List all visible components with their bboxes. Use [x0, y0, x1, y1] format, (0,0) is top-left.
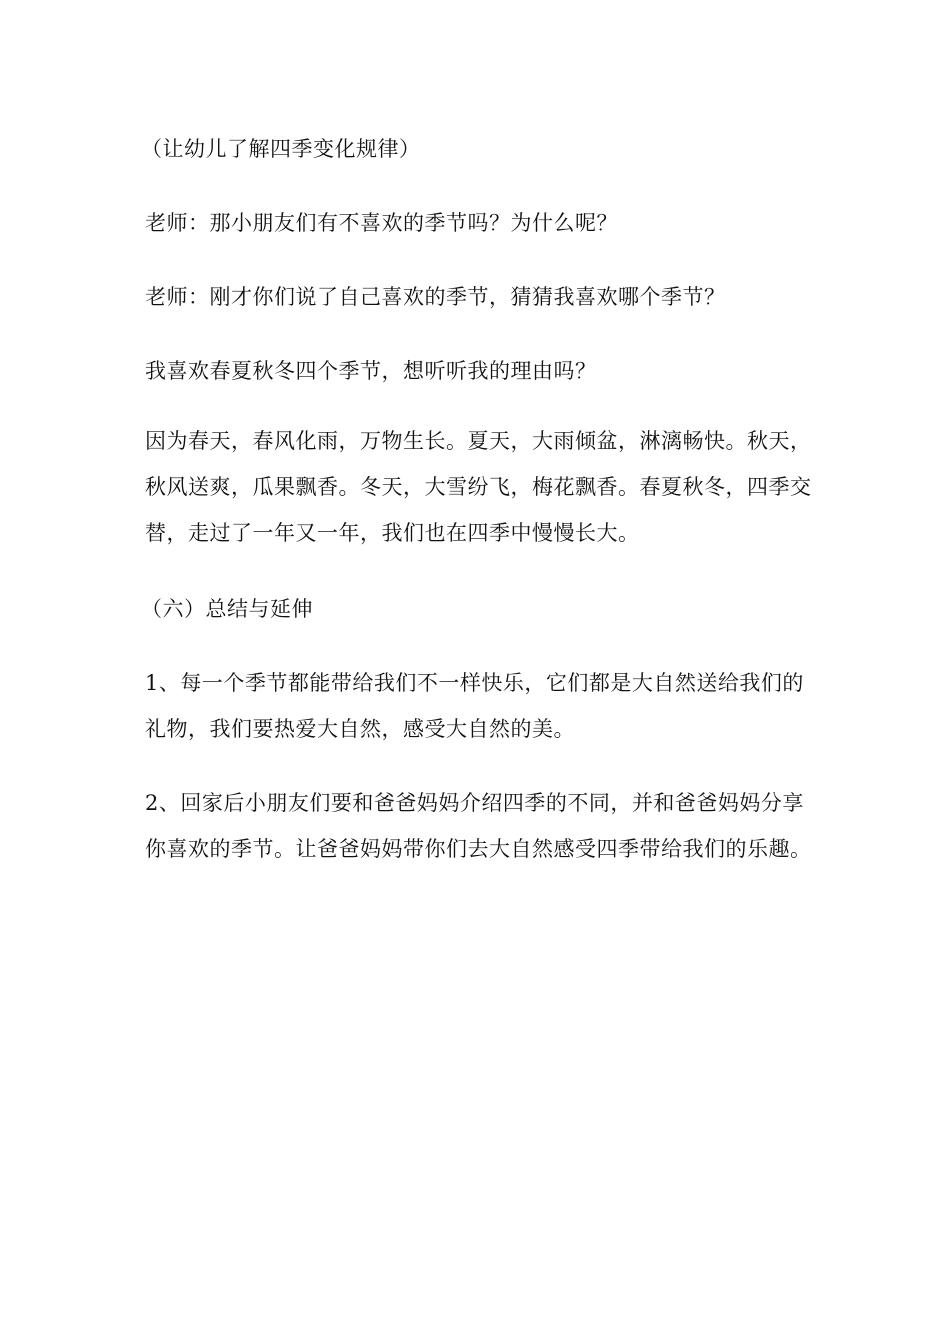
paragraph-like-all-seasons: 我喜欢春夏秋冬四个季节，想听听我的理由吗？	[145, 359, 597, 383]
paragraph-summary-point-2: 2、回家后小朋友们要和爸爸妈妈介绍四季的不同，并和爸爸妈妈分享你喜欢的季节。让爸爸妈妈带你们去大自然感受四季带给我们的乐趣。	[145, 791, 812, 861]
paragraph-teacher-question-disliked-season: 老师：那小朋友们有不喜欢的季节吗？为什么呢？	[145, 211, 618, 235]
paragraph-teacher-guess-season: 老师：刚才你们说了自己喜欢的季节，猜猜我喜欢哪个季节？	[145, 285, 726, 309]
paragraph-season-reasons: 因为春天，春风化雨，万物生长。夏天，大雨倾盆，淋漓畅快。秋天，秋风送爽，瓜果飘香。冬天，大雪纷飞，梅花飘香。春夏秋冬，四季交替，走过了一年又一年，我们也在四季中慢慢长大。	[145, 429, 812, 545]
paragraph-summary-point-1: 1、每一个季节都能带给我们不一样快乐，它们都是大自然送给我们的礼物，我们要热爱大自然，感受大自然的美。	[145, 671, 804, 741]
section-heading-summary: （六）总结与延伸	[141, 597, 313, 621]
paragraph-note-seasons: （让幼儿了解四季变化规律）	[141, 137, 421, 161]
